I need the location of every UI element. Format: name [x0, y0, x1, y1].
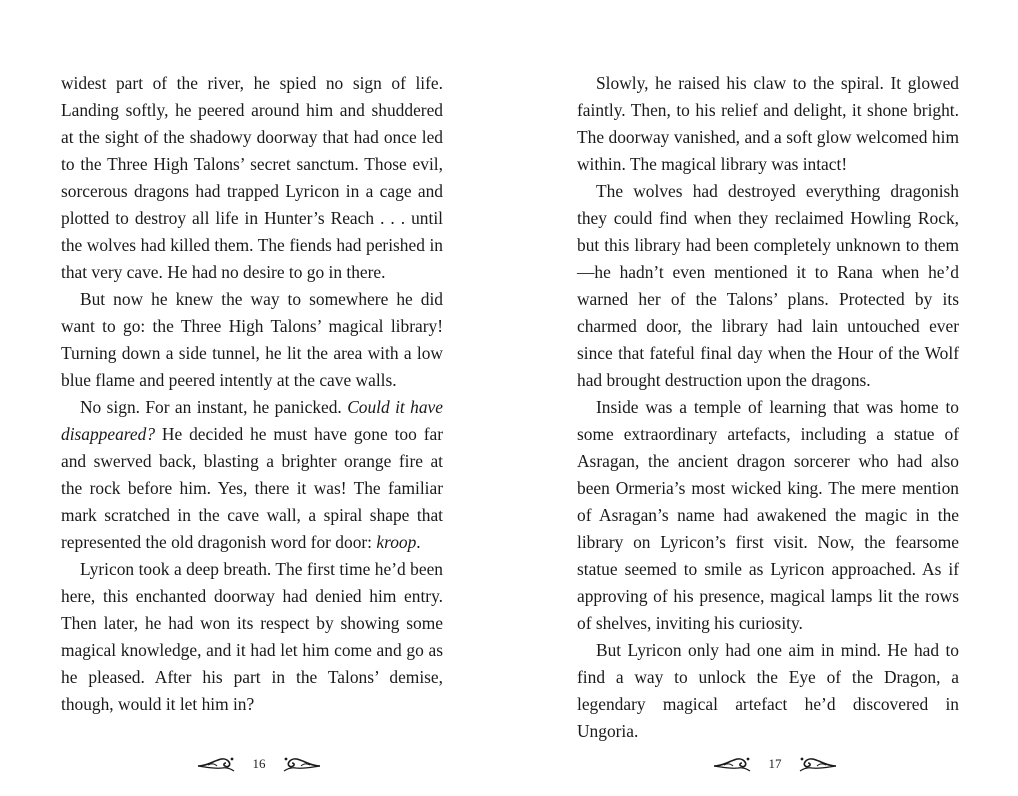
- left-paragraph-3-text-b: He decided he must have gone too far and swerved back, blasting a brighter orange fire at the rock before him. Yes, there it was! The familiar mark scratched in the cave wall, a spiral shape that represented the old dragonish word for door:: [61, 424, 443, 552]
- left-page-footer: [196, 750, 322, 778]
- right-paragraph-1: Slowly, he raised his claw to the spiral. It glowed faintly. Then, to his relief and delight, it shone bright. The doorway vanished, and a soft glow welcomed him within. The magical library was intact!: [577, 73, 959, 174]
- left-page-text: [61, 70, 443, 718]
- flourish-left-ornament-icon: [196, 753, 236, 775]
- page-number-right: 17: [768, 756, 782, 771]
- right-paragraph-2: The wolves had destroyed everything dragonish they could find when they reclaimed Howling Rock, but this library had been completely unknown to them—he hadn’t even mentioned it to Rana when he’d warned her of the Talons’ plans. Protected by its charmed door, the library had lain untouched ever since that fateful final day when the Hour of the Wolf had brought destruction upon the dragons.: [577, 181, 959, 390]
- page-number-left: 16: [252, 756, 266, 771]
- right-page-footer: [712, 750, 838, 778]
- left-paragraph-4: Lyricon took a deep breath. The first time he’d been here, this enchanted doorway had denied him entry. Then later, he had won its respect by showing some magical knowledge, and it had let him come and go as he pleased. After his part in the Talons’ demise, though, would it let him in?: [61, 559, 443, 714]
- left-paragraph-3-text-a: No sign. For an instant, he panicked.: [80, 397, 348, 417]
- left-paragraph-3-italic: Could it have disappeared?: [61, 397, 443, 444]
- flourish-left-ornament-icon: [712, 753, 752, 775]
- right-paragraph-3: Inside was a temple of learning that was home to some extraordinary artefacts, including a statue of Asragan, the ancient dragon sorcerer who had also been Ormeria’s most wicked king. The mere mention of Asragan’s name had awakened the magic in the library on Lyricon’s first visit. Now, the fearsome statue seemed to smile as Lyricon approached. As if approving of his presence, magical lamps lit the rows of shelves, inviting his curiosity.: [577, 397, 959, 633]
- right-page-text: [577, 70, 959, 745]
- flourish-right-ornament-icon: [282, 753, 322, 775]
- left-paragraph-3-italic-2: kroop: [376, 532, 417, 552]
- left-paragraph-1: widest part of the river, he spied no sign of life. Landing softly, he peered around him and shuddered at the sight of the shadowy doorway that had once led to the Three High Talons’ secret sanctum. Those evil, sorcerous dragons had trapped Lyricon in a cage and plotted to destroy all life in Hunter’s Reach . . . until the wolves had killed them. The fiends had perished in that very cave. He had no desire to go in there.: [61, 73, 443, 282]
- right-paragraph-4: But Lyricon only had one aim in mind. He had to find a way to unlock the Eye of the Dragon, a legendary magical artefact he’d discovered in Ungoria.: [577, 640, 959, 741]
- flourish-right-ornament-icon: [798, 753, 838, 775]
- left-paragraph-3-text-c: .: [416, 532, 421, 552]
- left-paragraph-3: [61, 394, 443, 556]
- left-paragraph-2: But now he knew the way to somewhere he did want to go: the Three High Talons’ magical library! Turning down a side tunnel, he lit the area with a low blue flame and peered intently at the cave walls.: [61, 289, 443, 390]
